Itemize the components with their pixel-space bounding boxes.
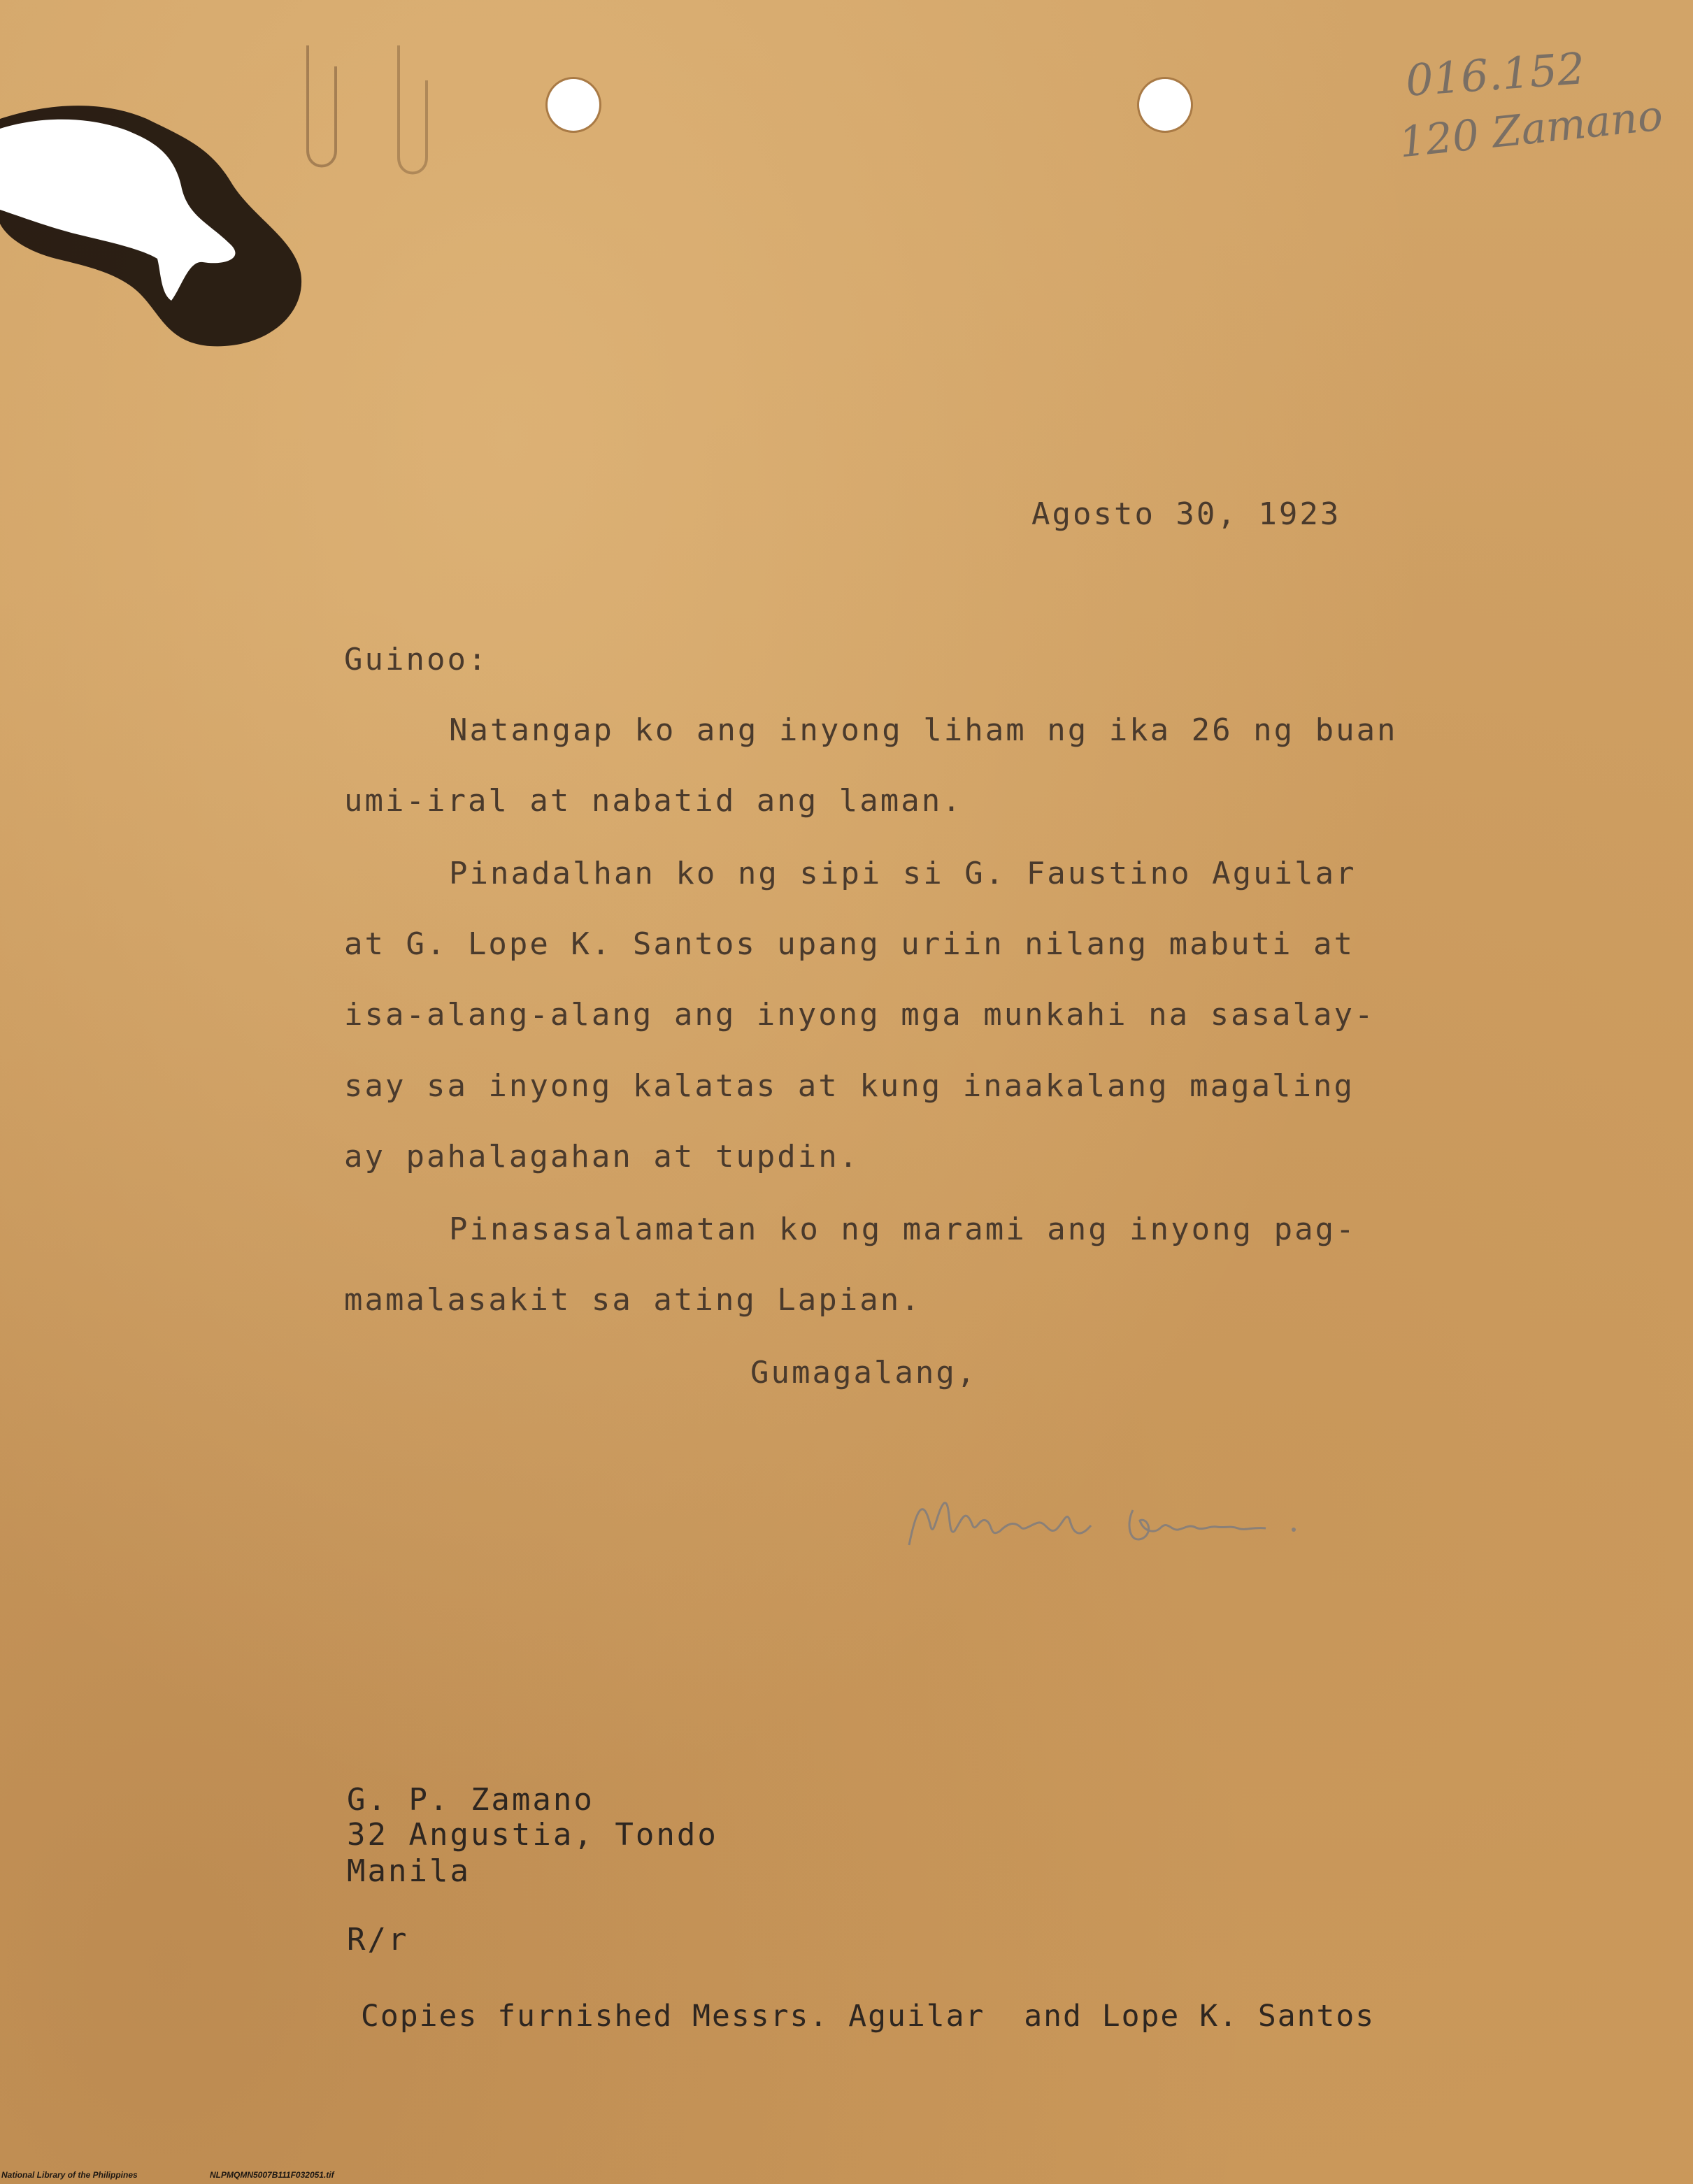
- punch-hole-left: [548, 79, 599, 131]
- recipient-street: 32 Angustia, Tondo: [347, 1817, 718, 1853]
- recipient-name: G. P. Zamano: [347, 1782, 594, 1818]
- recipient-city: Manila: [347, 1853, 471, 1889]
- body-line: Pinadalhan ko ng sipi si G. Faustino Aguilar: [449, 856, 1357, 891]
- body-line: ay pahalagahan at tupdin.: [344, 1139, 860, 1174]
- signature: [902, 1482, 1336, 1566]
- archive-annotation-number: 016.152: [1403, 43, 1587, 106]
- body-line: mamalasakit sa ating Lapian.: [344, 1282, 922, 1318]
- reference-initials: R/r: [347, 1922, 409, 1957]
- letter-date: Agosto 30, 1923: [1031, 496, 1341, 532]
- punch-hole-right: [1139, 79, 1191, 131]
- body-line: umi-iral at nabatid ang laman.: [344, 783, 963, 819]
- body-line: at G. Lope K. Santos upang uriin nilang mabuti at: [344, 926, 1355, 962]
- body-line: Pinasasalamatan ko ng marami ang inyong pag-: [449, 1212, 1357, 1247]
- archive-annotation-name: 120 Zamano: [1396, 91, 1666, 168]
- burn-damage: [0, 105, 308, 357]
- salutation: Guinoo:: [344, 642, 489, 677]
- copies-furnished-note: Copies furnished Messrs. Aguilar and Lope K. Santos: [361, 1999, 1376, 2034]
- body-line: Natangap ko ang inyong liham ng ika 26 ng buan: [449, 712, 1398, 748]
- archive-footer-institution: National Library of the Philippines: [1, 2170, 138, 2180]
- archive-footer-file-id: NLPMQMN5007B111F032051.tif: [210, 2170, 334, 2180]
- body-line: isa-alang-alang ang inyong mga munkahi na sasalay-: [344, 997, 1376, 1033]
- closing: Gumagalang,: [750, 1355, 978, 1391]
- paper-clip-stain: [294, 38, 448, 178]
- body-line: say sa inyong kalatas at kung inaakalang magaling: [344, 1068, 1355, 1104]
